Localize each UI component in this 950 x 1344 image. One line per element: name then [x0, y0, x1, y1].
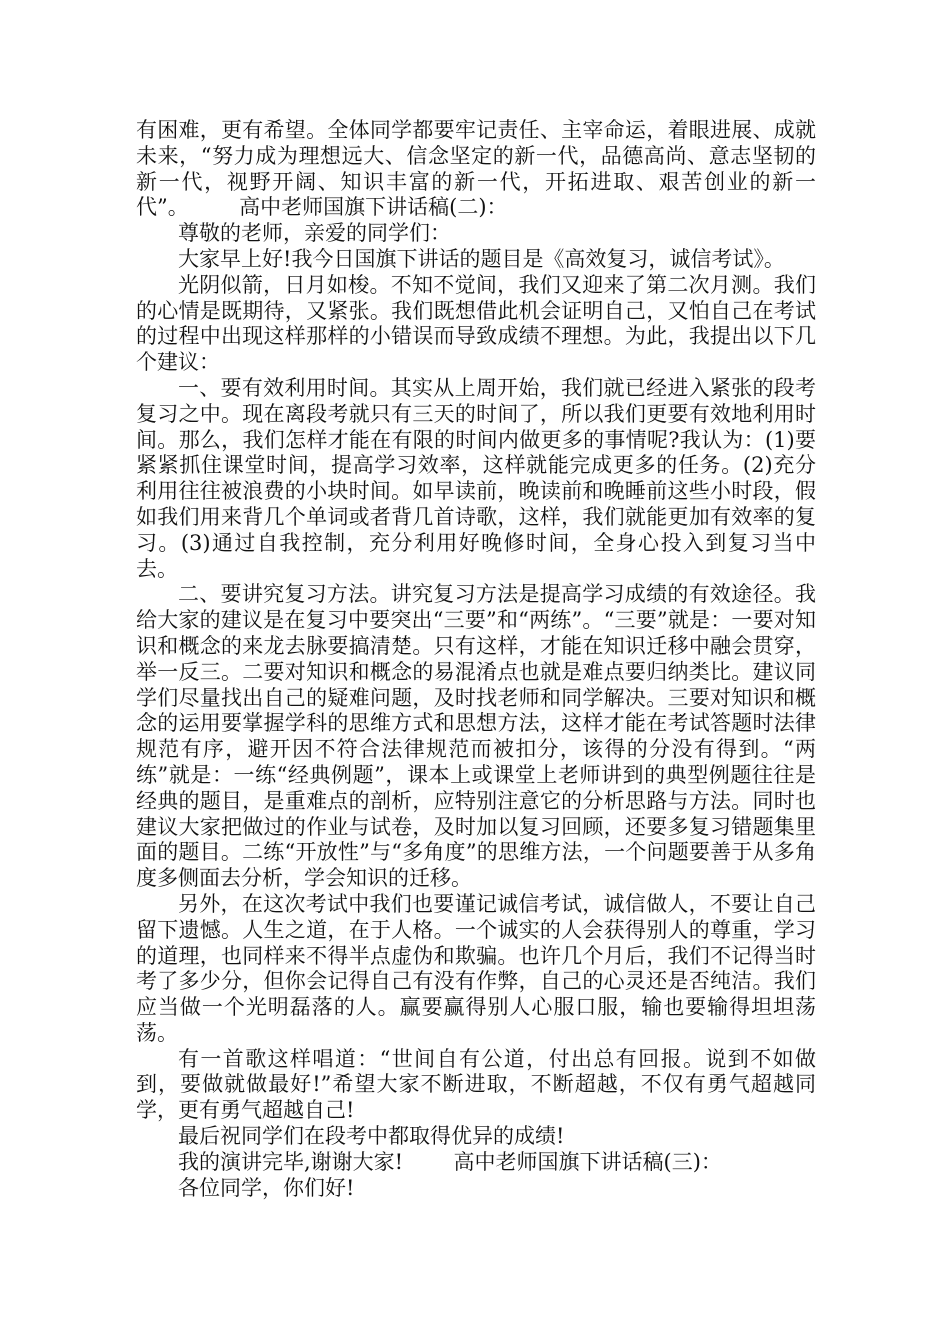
- paragraph-wishes: 最后祝同学们在段考中都取得优异的成绩!: [178, 1124, 565, 1149]
- section-heading-2: 高中老师国旗下讲话稿(二)：: [239, 195, 508, 220]
- section-heading-3: 高中老师国旗下讲话稿(三)：: [453, 1149, 722, 1174]
- document-body: [136, 118, 816, 1201]
- paragraph-song: 有一首歌这样唱道：“世间自有公道，付出总有回报。说到不如做到，要做就做最好!”希望大家不断进取，不断超越，不仅有勇气超越同学，更有勇气超越自己!: [136, 1046, 816, 1123]
- paragraph-closing: [136, 1150, 816, 1176]
- salutation: 尊敬的老师，亲爱的同学们：: [178, 221, 451, 246]
- paragraph-intro: 光阴似箭，日月如梭。不知不觉间，我们又迎来了第二次月测。我们的心情是既期待，又紧张。我们既想借此机会证明自己，又怕自己在考试的过程中出现这样那样的小错误而导致成绩不理想。为此，我提出以下几个建议：: [136, 272, 816, 375]
- greeting-paragraph: 大家早上好!我今日国旗下讲话的题目是《高效复习，诚信考试》。: [178, 246, 785, 271]
- paragraph-continuation: [136, 118, 816, 221]
- paragraph-text: 有困难，更有希望。全体同学都要牢记责任、主宰命运，着眼进展、成就未来，“努力成为理想远大、信念坚定的新一代，品德高尚、意志坚韧的新一代，视野开阔、知识丰富的新一代，开拓进取、艰苦创业的新一代”。: [136, 118, 816, 220]
- closing-text: 我的演讲完毕,谢谢大家!: [178, 1149, 404, 1174]
- paragraph-salutation-3: 各位同学，你们好!: [178, 1175, 355, 1200]
- paragraph-point-one: 一、要有效利用时间。其实从上周开始，我们就已经进入紧张的段考复习之中。现在离段考就只有三天的时间了，所以我们更要有效地利用时间。那么，我们怎样才能在有限的时间内做更多的事情呢?我认为：(1)要紧紧抓住课堂时间，提高学习效率，这样就能完成更多的任务。(2)充分利用往往被浪费的小块时间。如早读前，晚读前和晚睡前这些小时段，假如我们用来背几个单词或者背几首诗歌，这样，我们就能更加有效率的复习。(3)通过自我控制，充分利用好晚修时间，全身心投入到复习当中去。: [136, 375, 816, 581]
- paragraph-integrity: 另外，在这次考试中我们也要谨记诚信考试，诚信做人，不要让自己留下遗憾。人生之道，在于人格。一个诚实的人会获得别人的尊重，学习的道理，也同样来不得半点虚伪和欺骗。也许几个月后，我们不记得当时考了多少分，但你会记得自己有没有作弊，自己的心灵还是否纯洁。我们应当做一个光明磊落的人。赢要赢得别人心服口服，输也要输得坦坦荡荡。: [136, 891, 816, 1045]
- paragraph-point-two: 二、要讲究复习方法。讲究复习方法是提高学习成绩的有效途径。我给大家的建议是在复习中要突出“三要”和“两练”。“三要”就是：一要对知识和概念的来龙去脉要搞清楚。只有这样，才能在知识迁移中融会贯穿，举一反三。二要对知识和概念的易混淆点也就是难点要归纳类比。建议同学们尽量找出自己的疑难问题，及时找老师和同学解决。三要对知识和概念的运用要掌握学科的思维方式和思想方法，这样才能在考试答题时法律规范有序，避开因不符合法律规范而被扣分，该得的分没有得到。“两练”就是：一练“经典例题”，课本上或课堂上老师讲到的典型例题往往是经典的题目，是重难点的剖析，应特别注意它的分析思路与方法。同时也建议大家把做过的作业与试卷，及时加以复习回顾，还要多复习错题集里面的题目。二练“开放性”与“多角度”的思维方法，一个问题要善于从多角度多侧面去分析，学会知识的迁移。: [136, 582, 816, 891]
